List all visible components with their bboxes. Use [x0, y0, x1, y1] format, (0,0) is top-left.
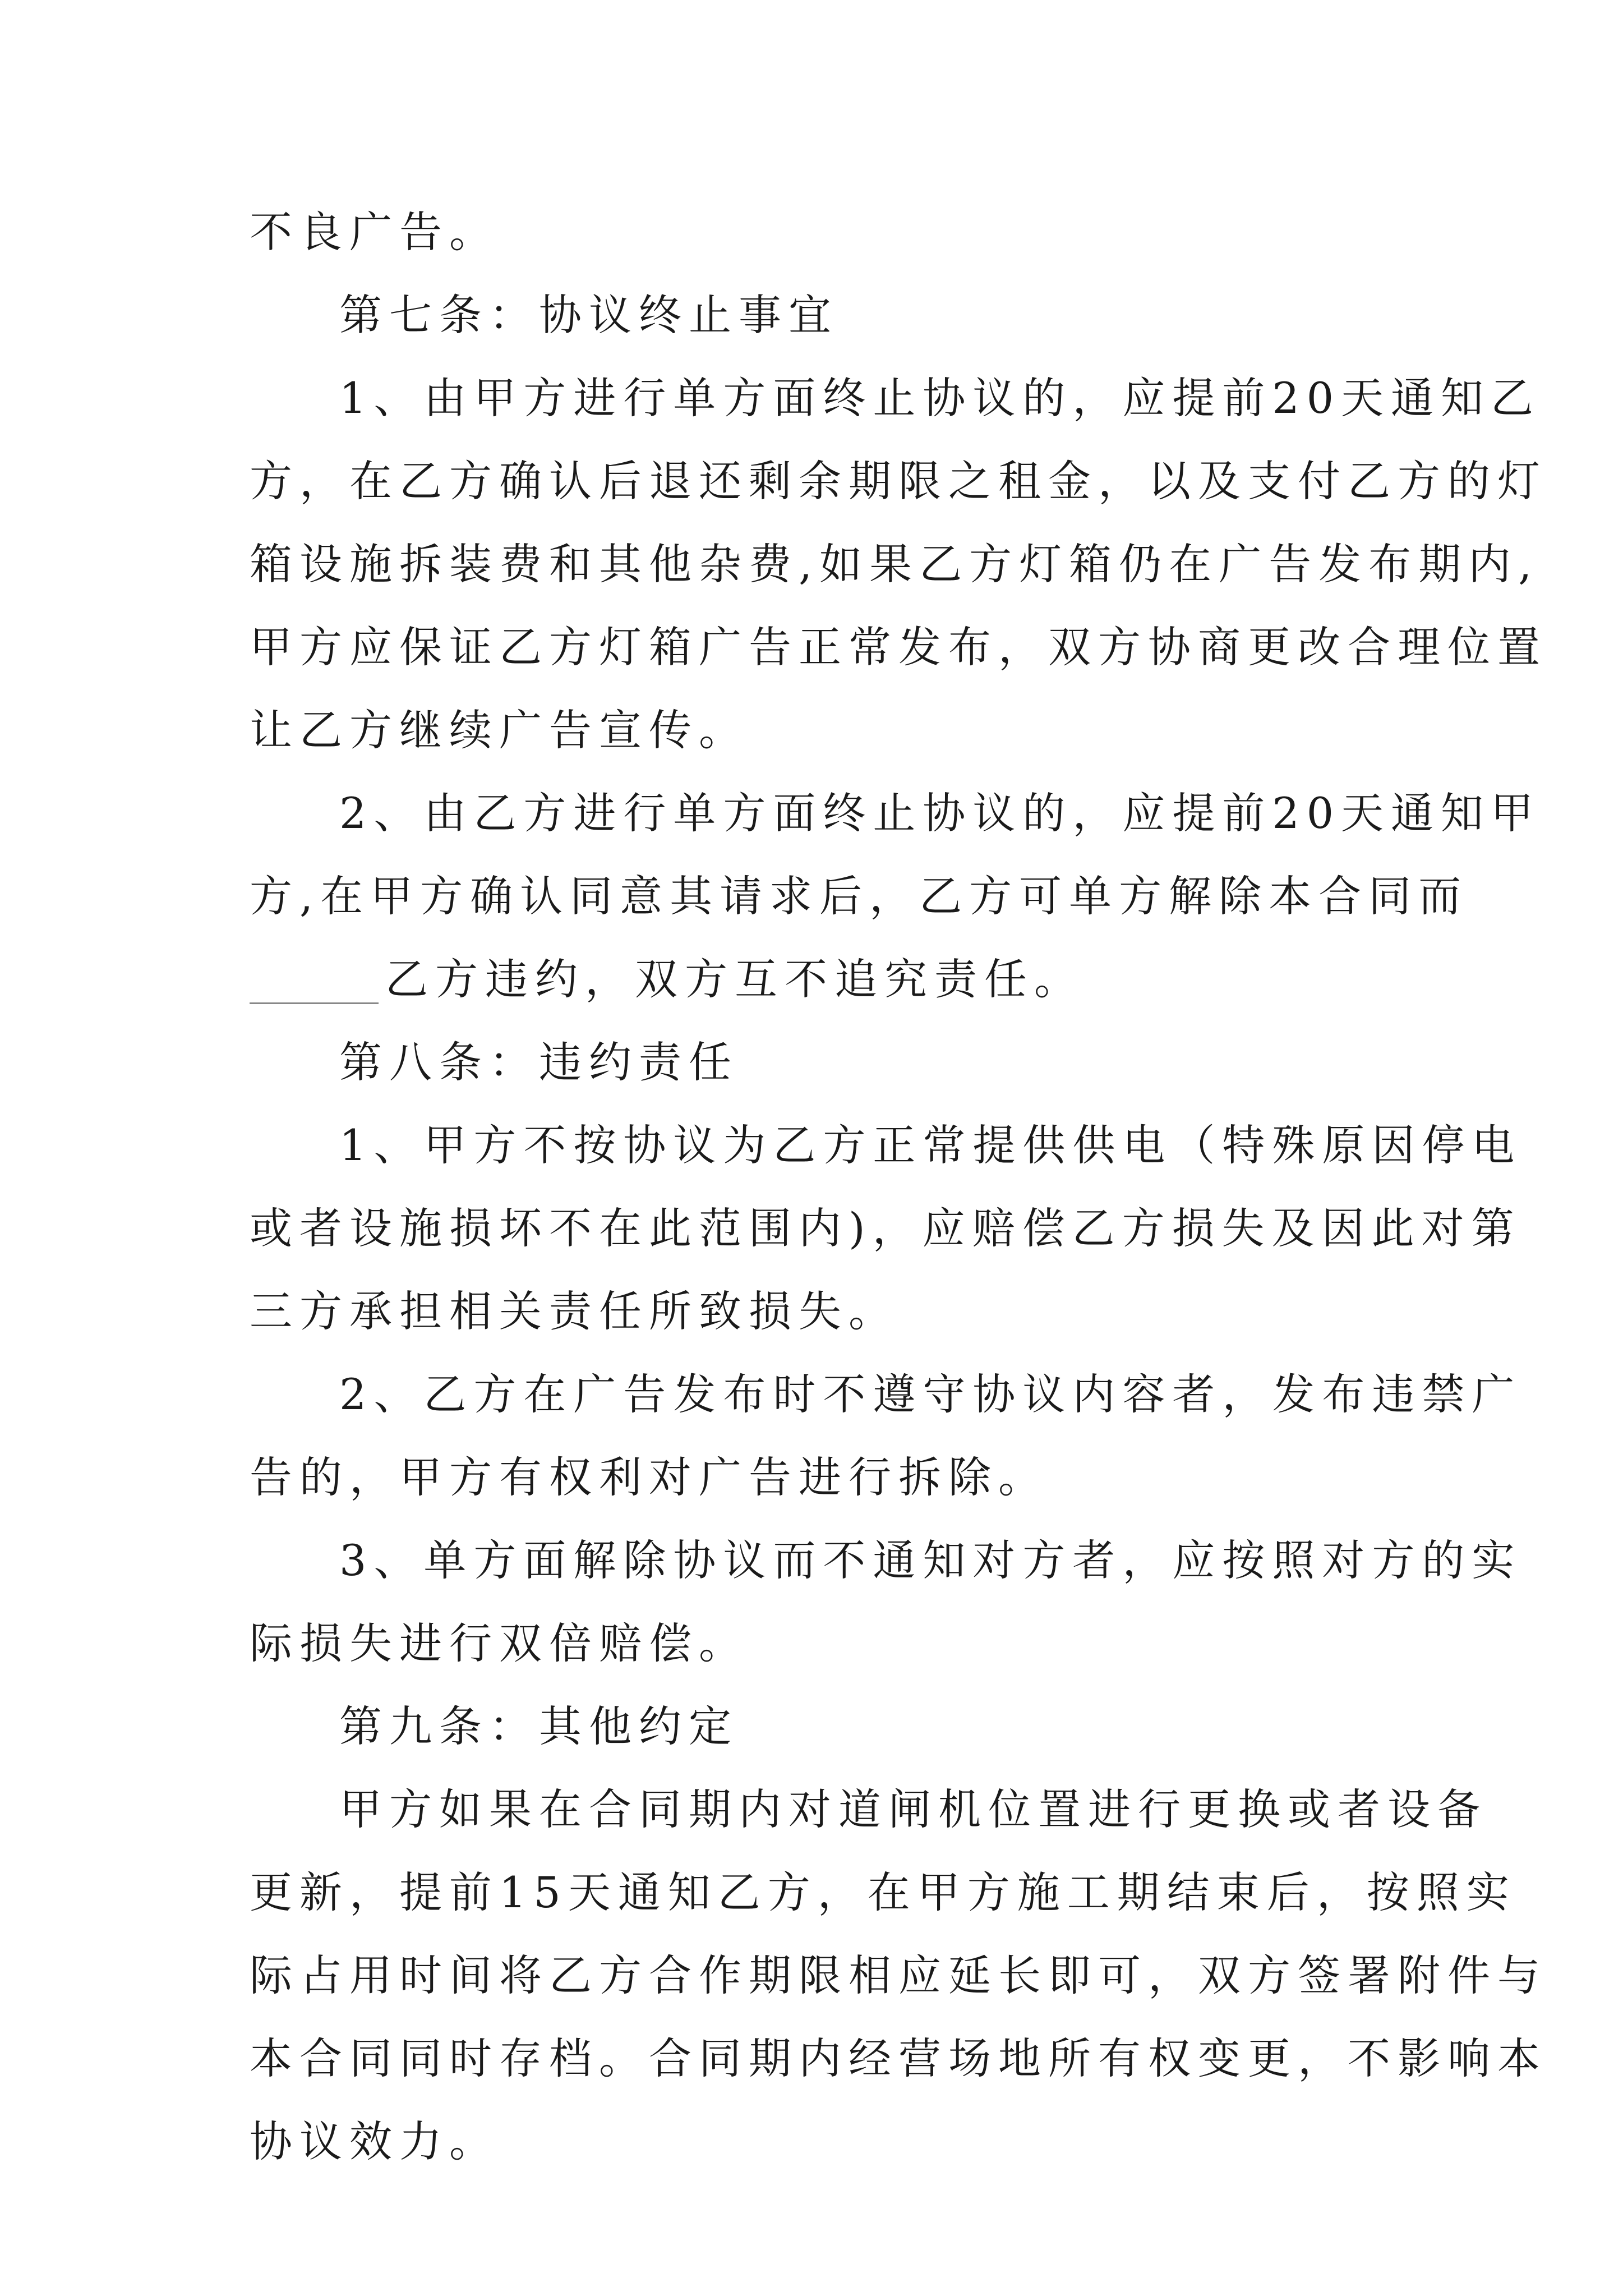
- text-line: 方,在甲方确认同意其请求后，乙方可单方解除本合同而: [250, 871, 1469, 921]
- section-heading: 第九条：其他约定: [339, 1701, 739, 1751]
- text-line: 方，在乙方确认后退还剩余期限之租金，以及支付乙方的灯: [250, 456, 1547, 506]
- text-line: 箱设施拆装费和其他杂费,如果乙方灯箱仍在广告发布期内,: [250, 539, 1539, 589]
- text-line: 告的，甲方有权利对广告进行拆除。: [250, 1452, 1048, 1502]
- text-line: 本合同同时存档。合同期内经营场地所有权变更，不影响本: [250, 2033, 1547, 2083]
- document-page: [250, 191, 1547, 2183]
- text-line: 际占用时间将乙方合作期限相应延长即可，双方签署附件与: [250, 1950, 1547, 2000]
- text-line: 际损失进行双倍赔偿。: [250, 1618, 749, 1668]
- text-line-content: 乙方违约，双方互不追究责任。: [385, 954, 1084, 1004]
- text-line: 三方承担相关责任所致损失。: [250, 1286, 898, 1336]
- text-line: 或者设施损坏不在此范围内)，应赔偿乙方损失及因此对第: [250, 1203, 1521, 1253]
- fill-in-blank: [250, 1000, 379, 1004]
- text-line: 甲方如果在合同期内对道闸机位置进行更换或者设备: [339, 1784, 1487, 1834]
- section-heading: 第七条：协议终止事宜: [339, 290, 838, 340]
- text-line: 让乙方继续广告宣传。: [250, 705, 749, 755]
- text-line-with-blank: [250, 938, 1388, 1021]
- text-line: 1、由甲方进行单方面终止协议的，应提前20天通知乙: [339, 373, 1541, 423]
- text-line: 1、甲方不按协议为乙方正常提供供电（特殊原因停电: [339, 1120, 1522, 1170]
- text-line: 2、乙方在广告发布时不遵守协议内容者，发布违禁广: [339, 1369, 1522, 1419]
- text-line: 不良广告。: [250, 207, 499, 257]
- text-line: 2、由乙方进行单方面终止协议的，应提前20天通知甲: [339, 788, 1541, 838]
- text-line: 3、单方面解除协议而不通知对方者，应按照对方的实: [339, 1535, 1522, 1585]
- text-line: 甲方应保证乙方灯箱广告正常发布，双方协商更改合理位置: [250, 622, 1547, 672]
- text-line: 更新，提前15天通知乙方，在甲方施工期结束后，按照实: [250, 1867, 1516, 1917]
- text-line: 协议效力。: [250, 2116, 499, 2166]
- section-heading: 第八条：违约责任: [339, 1037, 739, 1087]
